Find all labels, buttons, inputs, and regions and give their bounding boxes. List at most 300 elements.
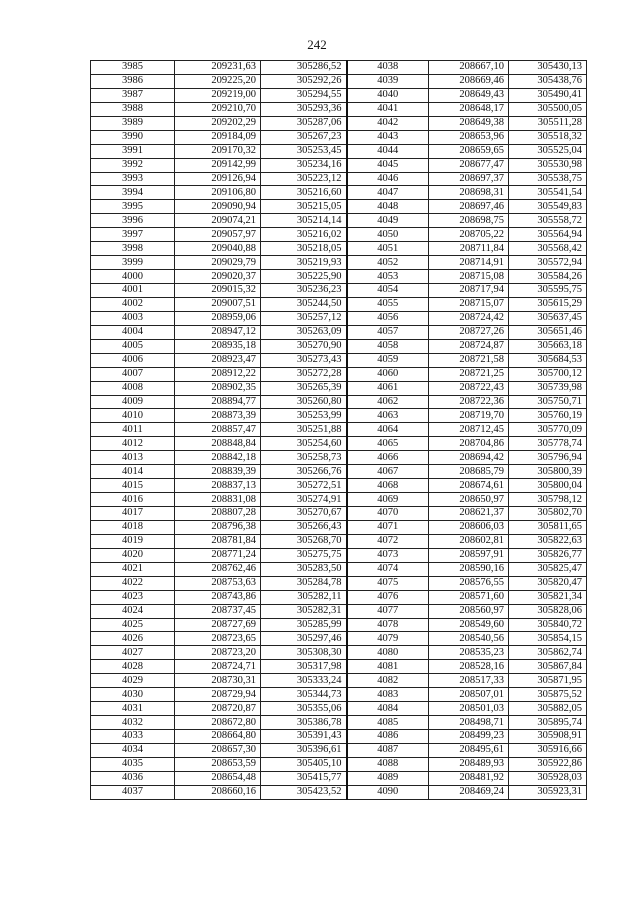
- x-coordinate-cell: 208649,38: [429, 116, 509, 130]
- y-coordinate-cell: 305253,99: [261, 409, 347, 423]
- table-row: [91, 660, 587, 674]
- y-coordinate-cell: 305297,46: [261, 632, 347, 646]
- x-coordinate-cell: 208698,75: [429, 214, 509, 228]
- x-coordinate-cell: 208712,45: [429, 423, 509, 437]
- table-row: [91, 632, 587, 646]
- x-coordinate-cell: 209015,32: [175, 284, 261, 298]
- table-row: [91, 339, 587, 353]
- y-coordinate-cell: 305871,95: [509, 674, 587, 688]
- point-number-cell: 4087: [347, 743, 429, 757]
- y-coordinate-cell: 305558,72: [509, 214, 587, 228]
- y-coordinate-cell: 305840,72: [509, 618, 587, 632]
- point-number-cell: 3996: [91, 214, 175, 228]
- y-coordinate-cell: 305317,98: [261, 660, 347, 674]
- table-row: [91, 646, 587, 660]
- y-coordinate-cell: 305258,73: [261, 451, 347, 465]
- point-number-cell: 4062: [347, 395, 429, 409]
- table-row: [91, 423, 587, 437]
- point-number-cell: 4052: [347, 256, 429, 270]
- y-coordinate-cell: 305234,16: [261, 158, 347, 172]
- x-coordinate-cell: 208674,61: [429, 479, 509, 493]
- point-number-cell: 4046: [347, 172, 429, 186]
- x-coordinate-cell: 208723,20: [175, 646, 261, 660]
- y-coordinate-cell: 305284,78: [261, 576, 347, 590]
- point-number-cell: 3995: [91, 200, 175, 214]
- table-row: [91, 395, 587, 409]
- point-number-cell: 3999: [91, 256, 175, 270]
- point-number-cell: 4076: [347, 590, 429, 604]
- point-number-cell: 4036: [91, 771, 175, 785]
- x-coordinate-cell: 209007,51: [175, 297, 261, 311]
- x-coordinate-cell: 208724,87: [429, 339, 509, 353]
- x-coordinate-cell: 208657,30: [175, 743, 261, 757]
- y-coordinate-cell: 305275,75: [261, 548, 347, 562]
- point-number-cell: 4040: [347, 88, 429, 102]
- x-coordinate-cell: 209170,32: [175, 144, 261, 158]
- y-coordinate-cell: 305800,39: [509, 465, 587, 479]
- y-coordinate-cell: 305518,32: [509, 130, 587, 144]
- y-coordinate-cell: 305273,43: [261, 353, 347, 367]
- page-number: 242: [307, 37, 327, 52]
- y-coordinate-cell: 305274,91: [261, 493, 347, 507]
- point-number-cell: 4071: [347, 520, 429, 534]
- x-coordinate-cell: 208727,26: [429, 325, 509, 339]
- x-coordinate-cell: 208923,47: [175, 353, 261, 367]
- x-coordinate-cell: 208499,23: [429, 730, 509, 744]
- y-coordinate-cell: 305225,90: [261, 270, 347, 284]
- x-coordinate-cell: 209126,94: [175, 172, 261, 186]
- point-number-cell: 4023: [91, 590, 175, 604]
- x-coordinate-cell: 208469,24: [429, 785, 509, 799]
- table-row: [91, 186, 587, 200]
- table-row: [91, 688, 587, 702]
- y-coordinate-cell: 305798,12: [509, 493, 587, 507]
- y-coordinate-cell: 305895,74: [509, 716, 587, 730]
- table-row: [91, 144, 587, 158]
- y-coordinate-cell: 305800,04: [509, 479, 587, 493]
- y-coordinate-cell: 305651,46: [509, 325, 587, 339]
- table-row: [91, 757, 587, 771]
- x-coordinate-cell: 208621,37: [429, 507, 509, 521]
- y-coordinate-cell: 305251,88: [261, 423, 347, 437]
- x-coordinate-cell: 208659,65: [429, 144, 509, 158]
- y-coordinate-cell: 305862,74: [509, 646, 587, 660]
- table-row: [91, 88, 587, 102]
- y-coordinate-cell: 305908,91: [509, 730, 587, 744]
- y-coordinate-cell: 305219,93: [261, 256, 347, 270]
- table-row: [91, 493, 587, 507]
- point-number-cell: 3992: [91, 158, 175, 172]
- x-coordinate-cell: 208507,01: [429, 688, 509, 702]
- y-coordinate-cell: 305292,26: [261, 74, 347, 88]
- point-number-cell: 4063: [347, 409, 429, 423]
- table-row: [91, 116, 587, 130]
- y-coordinate-cell: 305854,15: [509, 632, 587, 646]
- table-row: [91, 716, 587, 730]
- x-coordinate-cell: 208873,39: [175, 409, 261, 423]
- x-coordinate-cell: 208947,12: [175, 325, 261, 339]
- x-coordinate-cell: 209210,70: [175, 102, 261, 116]
- x-coordinate-cell: 208705,22: [429, 228, 509, 242]
- point-number-cell: 4035: [91, 757, 175, 771]
- y-coordinate-cell: 305308,30: [261, 646, 347, 660]
- y-coordinate-cell: 305923,31: [509, 785, 587, 799]
- y-coordinate-cell: 305778,74: [509, 437, 587, 451]
- point-number-cell: 4090: [347, 785, 429, 799]
- table-row: [91, 409, 587, 423]
- point-number-cell: 4020: [91, 548, 175, 562]
- x-coordinate-cell: 208715,07: [429, 297, 509, 311]
- x-coordinate-cell: 208498,71: [429, 716, 509, 730]
- y-coordinate-cell: 305215,05: [261, 200, 347, 214]
- x-coordinate-cell: 208720,87: [175, 702, 261, 716]
- table-row: [91, 242, 587, 256]
- table-row: [91, 507, 587, 521]
- x-coordinate-cell: 208698,31: [429, 186, 509, 200]
- table-row: [91, 534, 587, 548]
- table-row: [91, 785, 587, 799]
- y-coordinate-cell: 305490,41: [509, 88, 587, 102]
- point-number-cell: 4081: [347, 660, 429, 674]
- y-coordinate-cell: 305214,14: [261, 214, 347, 228]
- table-row: [91, 256, 587, 270]
- x-coordinate-cell: 208762,46: [175, 562, 261, 576]
- x-coordinate-cell: 208719,70: [429, 409, 509, 423]
- point-number-cell: 3997: [91, 228, 175, 242]
- x-coordinate-cell: 208597,91: [429, 548, 509, 562]
- point-number-cell: 4056: [347, 311, 429, 325]
- point-number-cell: 4057: [347, 325, 429, 339]
- x-coordinate-cell: 208781,84: [175, 534, 261, 548]
- table-row: [91, 228, 587, 242]
- y-coordinate-cell: 305244,50: [261, 297, 347, 311]
- table-row: [91, 284, 587, 298]
- coordinates-table: [90, 60, 587, 800]
- y-coordinate-cell: 305272,51: [261, 479, 347, 493]
- x-coordinate-cell: 209020,37: [175, 270, 261, 284]
- point-number-cell: 4037: [91, 785, 175, 799]
- x-coordinate-cell: 208549,60: [429, 618, 509, 632]
- point-number-cell: 4058: [347, 339, 429, 353]
- table-row: [91, 74, 587, 88]
- x-coordinate-cell: 209040,88: [175, 242, 261, 256]
- x-coordinate-cell: 208848,84: [175, 437, 261, 451]
- x-coordinate-cell: 208653,96: [429, 130, 509, 144]
- x-coordinate-cell: 208721,25: [429, 367, 509, 381]
- x-coordinate-cell: 208501,03: [429, 702, 509, 716]
- point-number-cell: 4021: [91, 562, 175, 576]
- x-coordinate-cell: 208737,45: [175, 604, 261, 618]
- x-coordinate-cell: 208724,71: [175, 660, 261, 674]
- x-coordinate-cell: 208677,47: [429, 158, 509, 172]
- point-number-cell: 3988: [91, 102, 175, 116]
- point-number-cell: 4022: [91, 576, 175, 590]
- table-row: [91, 325, 587, 339]
- table-row: [91, 200, 587, 214]
- x-coordinate-cell: 208540,56: [429, 632, 509, 646]
- point-number-cell: 4083: [347, 688, 429, 702]
- y-coordinate-cell: 305867,84: [509, 660, 587, 674]
- point-number-cell: 4069: [347, 493, 429, 507]
- point-number-cell: 4004: [91, 325, 175, 339]
- point-number-cell: 4085: [347, 716, 429, 730]
- point-number-cell: 4064: [347, 423, 429, 437]
- y-coordinate-cell: 305821,34: [509, 590, 587, 604]
- x-coordinate-cell: 208753,63: [175, 576, 261, 590]
- point-number-cell: 4060: [347, 367, 429, 381]
- y-coordinate-cell: 305272,28: [261, 367, 347, 381]
- y-coordinate-cell: 305294,55: [261, 88, 347, 102]
- point-number-cell: 4015: [91, 479, 175, 493]
- x-coordinate-cell: 208649,43: [429, 88, 509, 102]
- y-coordinate-cell: 305828,06: [509, 604, 587, 618]
- x-coordinate-cell: 209202,29: [175, 116, 261, 130]
- point-number-cell: 3985: [91, 61, 175, 75]
- x-coordinate-cell: 208771,24: [175, 548, 261, 562]
- point-number-cell: 3991: [91, 144, 175, 158]
- y-coordinate-cell: 305796,94: [509, 451, 587, 465]
- x-coordinate-cell: 209029,79: [175, 256, 261, 270]
- point-number-cell: 3998: [91, 242, 175, 256]
- point-number-cell: 4032: [91, 716, 175, 730]
- y-coordinate-cell: 305218,05: [261, 242, 347, 256]
- table-row: [91, 311, 587, 325]
- y-coordinate-cell: 305223,12: [261, 172, 347, 186]
- y-coordinate-cell: 305253,45: [261, 144, 347, 158]
- y-coordinate-cell: 305916,66: [509, 743, 587, 757]
- point-number-cell: 4077: [347, 604, 429, 618]
- point-number-cell: 4080: [347, 646, 429, 660]
- x-coordinate-cell: 208796,38: [175, 520, 261, 534]
- table-row: [91, 771, 587, 785]
- x-coordinate-cell: 208722,43: [429, 381, 509, 395]
- table-row: [91, 576, 587, 590]
- y-coordinate-cell: 305615,29: [509, 297, 587, 311]
- table-row: [91, 367, 587, 381]
- y-coordinate-cell: 305263,09: [261, 325, 347, 339]
- y-coordinate-cell: 305928,03: [509, 771, 587, 785]
- y-coordinate-cell: 305283,50: [261, 562, 347, 576]
- x-coordinate-cell: 208481,92: [429, 771, 509, 785]
- x-coordinate-cell: 209106,80: [175, 186, 261, 200]
- x-coordinate-cell: 208517,33: [429, 674, 509, 688]
- point-number-cell: 4000: [91, 270, 175, 284]
- x-coordinate-cell: 208685,79: [429, 465, 509, 479]
- point-number-cell: 4054: [347, 284, 429, 298]
- table-row: [91, 702, 587, 716]
- point-number-cell: 4067: [347, 465, 429, 479]
- y-coordinate-cell: 305386,78: [261, 716, 347, 730]
- y-coordinate-cell: 305430,13: [509, 61, 587, 75]
- table-row: [91, 102, 587, 116]
- point-number-cell: 4009: [91, 395, 175, 409]
- x-coordinate-cell: 209090,94: [175, 200, 261, 214]
- x-coordinate-cell: 208650,97: [429, 493, 509, 507]
- y-coordinate-cell: 305216,02: [261, 228, 347, 242]
- y-coordinate-cell: 305875,52: [509, 688, 587, 702]
- point-number-cell: 4089: [347, 771, 429, 785]
- table-row: [91, 548, 587, 562]
- x-coordinate-cell: 208669,46: [429, 74, 509, 88]
- point-number-cell: 4084: [347, 702, 429, 716]
- point-number-cell: 4030: [91, 688, 175, 702]
- point-number-cell: 4074: [347, 562, 429, 576]
- x-coordinate-cell: 208704,86: [429, 437, 509, 451]
- point-number-cell: 4002: [91, 297, 175, 311]
- y-coordinate-cell: 305266,43: [261, 520, 347, 534]
- point-number-cell: 4024: [91, 604, 175, 618]
- x-coordinate-cell: 208694,42: [429, 451, 509, 465]
- point-number-cell: 4003: [91, 311, 175, 325]
- point-number-cell: 4061: [347, 381, 429, 395]
- point-number-cell: 4068: [347, 479, 429, 493]
- point-number-cell: 4013: [91, 451, 175, 465]
- y-coordinate-cell: 305268,70: [261, 534, 347, 548]
- x-coordinate-cell: 208729,94: [175, 688, 261, 702]
- y-coordinate-cell: 305293,36: [261, 102, 347, 116]
- point-number-cell: 4075: [347, 576, 429, 590]
- point-number-cell: 3994: [91, 186, 175, 200]
- table-row: [91, 158, 587, 172]
- point-number-cell: 4047: [347, 186, 429, 200]
- y-coordinate-cell: 305355,06: [261, 702, 347, 716]
- y-coordinate-cell: 305663,18: [509, 339, 587, 353]
- point-number-cell: 4034: [91, 743, 175, 757]
- y-coordinate-cell: 305511,28: [509, 116, 587, 130]
- x-coordinate-cell: 208528,16: [429, 660, 509, 674]
- point-number-cell: 4055: [347, 297, 429, 311]
- point-number-cell: 4042: [347, 116, 429, 130]
- x-coordinate-cell: 208722,36: [429, 395, 509, 409]
- table-row: [91, 562, 587, 576]
- point-number-cell: 4072: [347, 534, 429, 548]
- y-coordinate-cell: 305267,23: [261, 130, 347, 144]
- point-number-cell: 3989: [91, 116, 175, 130]
- point-number-cell: 4065: [347, 437, 429, 451]
- y-coordinate-cell: 305811,65: [509, 520, 587, 534]
- x-coordinate-cell: 208935,18: [175, 339, 261, 353]
- x-coordinate-cell: 208837,13: [175, 479, 261, 493]
- point-number-cell: 4088: [347, 757, 429, 771]
- y-coordinate-cell: 305572,94: [509, 256, 587, 270]
- point-number-cell: 3986: [91, 74, 175, 88]
- x-coordinate-cell: 208902,35: [175, 381, 261, 395]
- point-number-cell: 4045: [347, 158, 429, 172]
- x-coordinate-cell: 208807,28: [175, 507, 261, 521]
- point-number-cell: 4066: [347, 451, 429, 465]
- point-number-cell: 4051: [347, 242, 429, 256]
- y-coordinate-cell: 305802,70: [509, 507, 587, 521]
- table-row: [91, 479, 587, 493]
- y-coordinate-cell: 305405,10: [261, 757, 347, 771]
- y-coordinate-cell: 305423,52: [261, 785, 347, 799]
- x-coordinate-cell: 208590,16: [429, 562, 509, 576]
- x-coordinate-cell: 208697,37: [429, 172, 509, 186]
- table-row: [91, 590, 587, 604]
- y-coordinate-cell: 305333,24: [261, 674, 347, 688]
- x-coordinate-cell: 208489,93: [429, 757, 509, 771]
- x-coordinate-cell: 209219,00: [175, 88, 261, 102]
- point-number-cell: 4073: [347, 548, 429, 562]
- point-number-cell: 3990: [91, 130, 175, 144]
- table-row: [91, 130, 587, 144]
- x-coordinate-cell: 208724,42: [429, 311, 509, 325]
- point-number-cell: 4014: [91, 465, 175, 479]
- table-row: [91, 437, 587, 451]
- y-coordinate-cell: 305595,75: [509, 284, 587, 298]
- y-coordinate-cell: 305415,77: [261, 771, 347, 785]
- x-coordinate-cell: 208842,18: [175, 451, 261, 465]
- point-number-cell: 4027: [91, 646, 175, 660]
- point-number-cell: 4011: [91, 423, 175, 437]
- y-coordinate-cell: 305236,23: [261, 284, 347, 298]
- table-row: [91, 270, 587, 284]
- y-coordinate-cell: 305882,05: [509, 702, 587, 716]
- y-coordinate-cell: 305391,43: [261, 730, 347, 744]
- point-number-cell: 3993: [91, 172, 175, 186]
- table-row: [91, 381, 587, 395]
- x-coordinate-cell: 208672,80: [175, 716, 261, 730]
- x-coordinate-cell: 208727,69: [175, 618, 261, 632]
- table-row: [91, 674, 587, 688]
- point-number-cell: 4017: [91, 507, 175, 521]
- table-row: [91, 618, 587, 632]
- table-row: [91, 465, 587, 479]
- x-coordinate-cell: 209074,21: [175, 214, 261, 228]
- y-coordinate-cell: 305438,76: [509, 74, 587, 88]
- y-coordinate-cell: 305282,11: [261, 590, 347, 604]
- x-coordinate-cell: 208535,23: [429, 646, 509, 660]
- y-coordinate-cell: 305826,77: [509, 548, 587, 562]
- y-coordinate-cell: 305260,80: [261, 395, 347, 409]
- x-coordinate-cell: 209231,63: [175, 61, 261, 75]
- y-coordinate-cell: 305396,61: [261, 743, 347, 757]
- x-coordinate-cell: 208495,61: [429, 743, 509, 757]
- point-number-cell: 4082: [347, 674, 429, 688]
- point-number-cell: 4006: [91, 353, 175, 367]
- table-row: [91, 61, 587, 75]
- x-coordinate-cell: 209057,97: [175, 228, 261, 242]
- point-number-cell: 4012: [91, 437, 175, 451]
- y-coordinate-cell: 305760,19: [509, 409, 587, 423]
- y-coordinate-cell: 305525,04: [509, 144, 587, 158]
- table-row: [91, 353, 587, 367]
- y-coordinate-cell: 305564,94: [509, 228, 587, 242]
- point-number-cell: 4005: [91, 339, 175, 353]
- x-coordinate-cell: 208721,58: [429, 353, 509, 367]
- y-coordinate-cell: 305822,63: [509, 534, 587, 548]
- x-coordinate-cell: 208667,10: [429, 61, 509, 75]
- x-coordinate-cell: 208959,06: [175, 311, 261, 325]
- y-coordinate-cell: 305684,53: [509, 353, 587, 367]
- point-number-cell: 4026: [91, 632, 175, 646]
- point-number-cell: 4070: [347, 507, 429, 521]
- point-number-cell: 4016: [91, 493, 175, 507]
- table-row: [91, 214, 587, 228]
- y-coordinate-cell: 305541,54: [509, 186, 587, 200]
- x-coordinate-cell: 208697,46: [429, 200, 509, 214]
- x-coordinate-cell: 208831,08: [175, 493, 261, 507]
- point-number-cell: 4049: [347, 214, 429, 228]
- point-number-cell: 4078: [347, 618, 429, 632]
- x-coordinate-cell: 208560,97: [429, 604, 509, 618]
- y-coordinate-cell: 305750,71: [509, 395, 587, 409]
- point-number-cell: 4044: [347, 144, 429, 158]
- point-number-cell: 4053: [347, 270, 429, 284]
- point-number-cell: 4043: [347, 130, 429, 144]
- x-coordinate-cell: 208576,55: [429, 576, 509, 590]
- x-coordinate-cell: 208894,77: [175, 395, 261, 409]
